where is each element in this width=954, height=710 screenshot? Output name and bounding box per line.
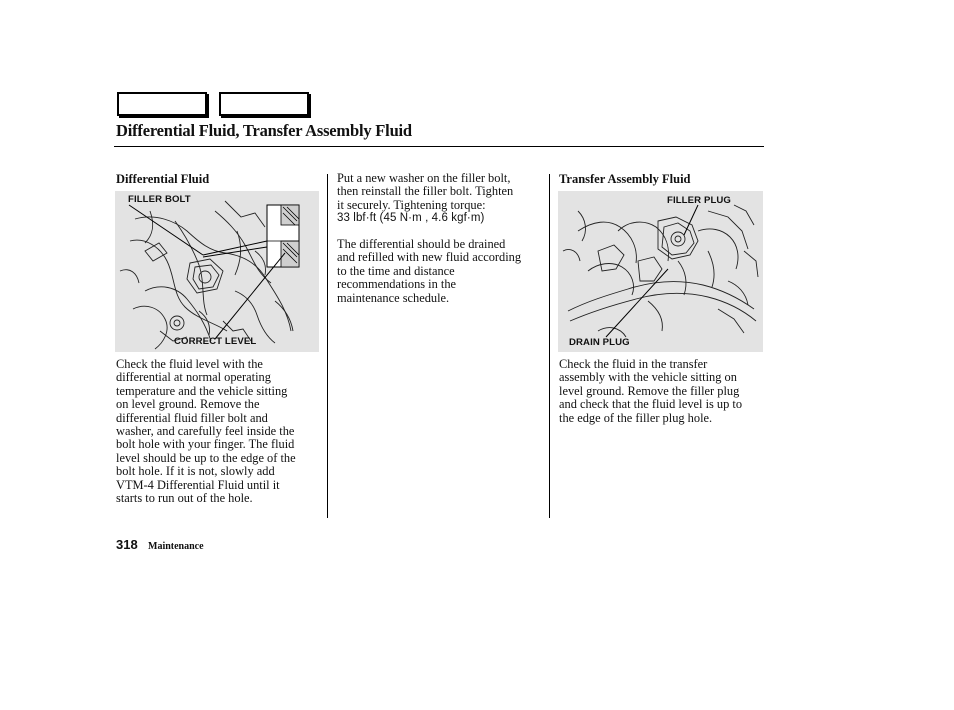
- differential-check-text: [116, 358, 321, 505]
- differential-figure: [115, 191, 319, 352]
- text-line: differential at normal operating: [116, 370, 271, 385]
- text-line: maintenance schedule.: [337, 290, 450, 305]
- text-line: it securely. Tightening torque:: [337, 197, 486, 212]
- text-line: washer, and carefully feel inside the: [116, 424, 295, 439]
- transfer-assembly-figure: [558, 191, 763, 352]
- transfer-assembly-illustration: [558, 191, 763, 352]
- transfer-assembly-fluid-heading: Transfer Assembly Fluid: [559, 172, 691, 186]
- tightening-torque-value: 33 lbf·ft (45 N·m , 4.6 kgf·m): [337, 212, 485, 225]
- text-line: Check the fluid level with the: [116, 357, 263, 371]
- nav-previous-button[interactable]: [117, 92, 207, 116]
- text-line: to the time and distance: [337, 263, 455, 278]
- text-line: bolt hole. If it is not, slowly add: [116, 464, 275, 479]
- transfer-check-text: [559, 358, 764, 425]
- nav-next-button[interactable]: [219, 92, 309, 116]
- column-divider-right: [549, 174, 550, 518]
- drain-plug-label: DRAIN PLUG: [569, 337, 630, 348]
- differential-illustration: [115, 191, 319, 352]
- text-line: and check that the fluid level is up to: [559, 397, 743, 412]
- text-line: assembly with the vehicle sitting on: [559, 370, 737, 385]
- text-line: recommendations in the: [337, 277, 457, 292]
- text-line: then reinstall the filler bolt. Tighten: [337, 184, 514, 199]
- text-line: starts to run out of the hole.: [116, 491, 253, 506]
- text-line: temperature and the vehicle sitting: [116, 383, 288, 398]
- text-line: on level ground. Remove the: [116, 397, 260, 412]
- text-line: The differential should be drained: [337, 237, 506, 251]
- correct-level-label: CORRECT LEVEL: [174, 336, 257, 347]
- text-line: VTM-4 Differential Fluid until it: [116, 477, 280, 492]
- text-line: Check the fluid in the transfer: [559, 357, 708, 371]
- column-divider-left: [327, 174, 328, 518]
- reinstall-bolt-text: [337, 172, 545, 226]
- page-title: Differential Fluid, Transfer Assembly Fluid: [116, 121, 412, 140]
- title-divider: [114, 146, 764, 147]
- filler-bolt-label: FILLER BOLT: [128, 194, 191, 205]
- drain-refill-text: [337, 238, 545, 305]
- text-line: Put a new washer on the filler bolt,: [337, 171, 511, 185]
- page-number: 318: [116, 537, 138, 552]
- filler-plug-label: FILLER PLUG: [667, 195, 731, 206]
- text-line: and refilled with new fluid according: [337, 250, 522, 265]
- text-line: bolt hole with your finger. The fluid: [116, 437, 295, 452]
- text-line: level should be up to the edge of the: [116, 450, 296, 465]
- differential-fluid-heading: Differential Fluid: [116, 172, 210, 186]
- text-line: differential fluid filler bolt and: [116, 410, 268, 425]
- section-name: Maintenance: [148, 541, 204, 552]
- text-line: level ground. Remove the filler plug: [559, 383, 740, 398]
- text-line: the edge of the filler plug hole.: [559, 410, 713, 425]
